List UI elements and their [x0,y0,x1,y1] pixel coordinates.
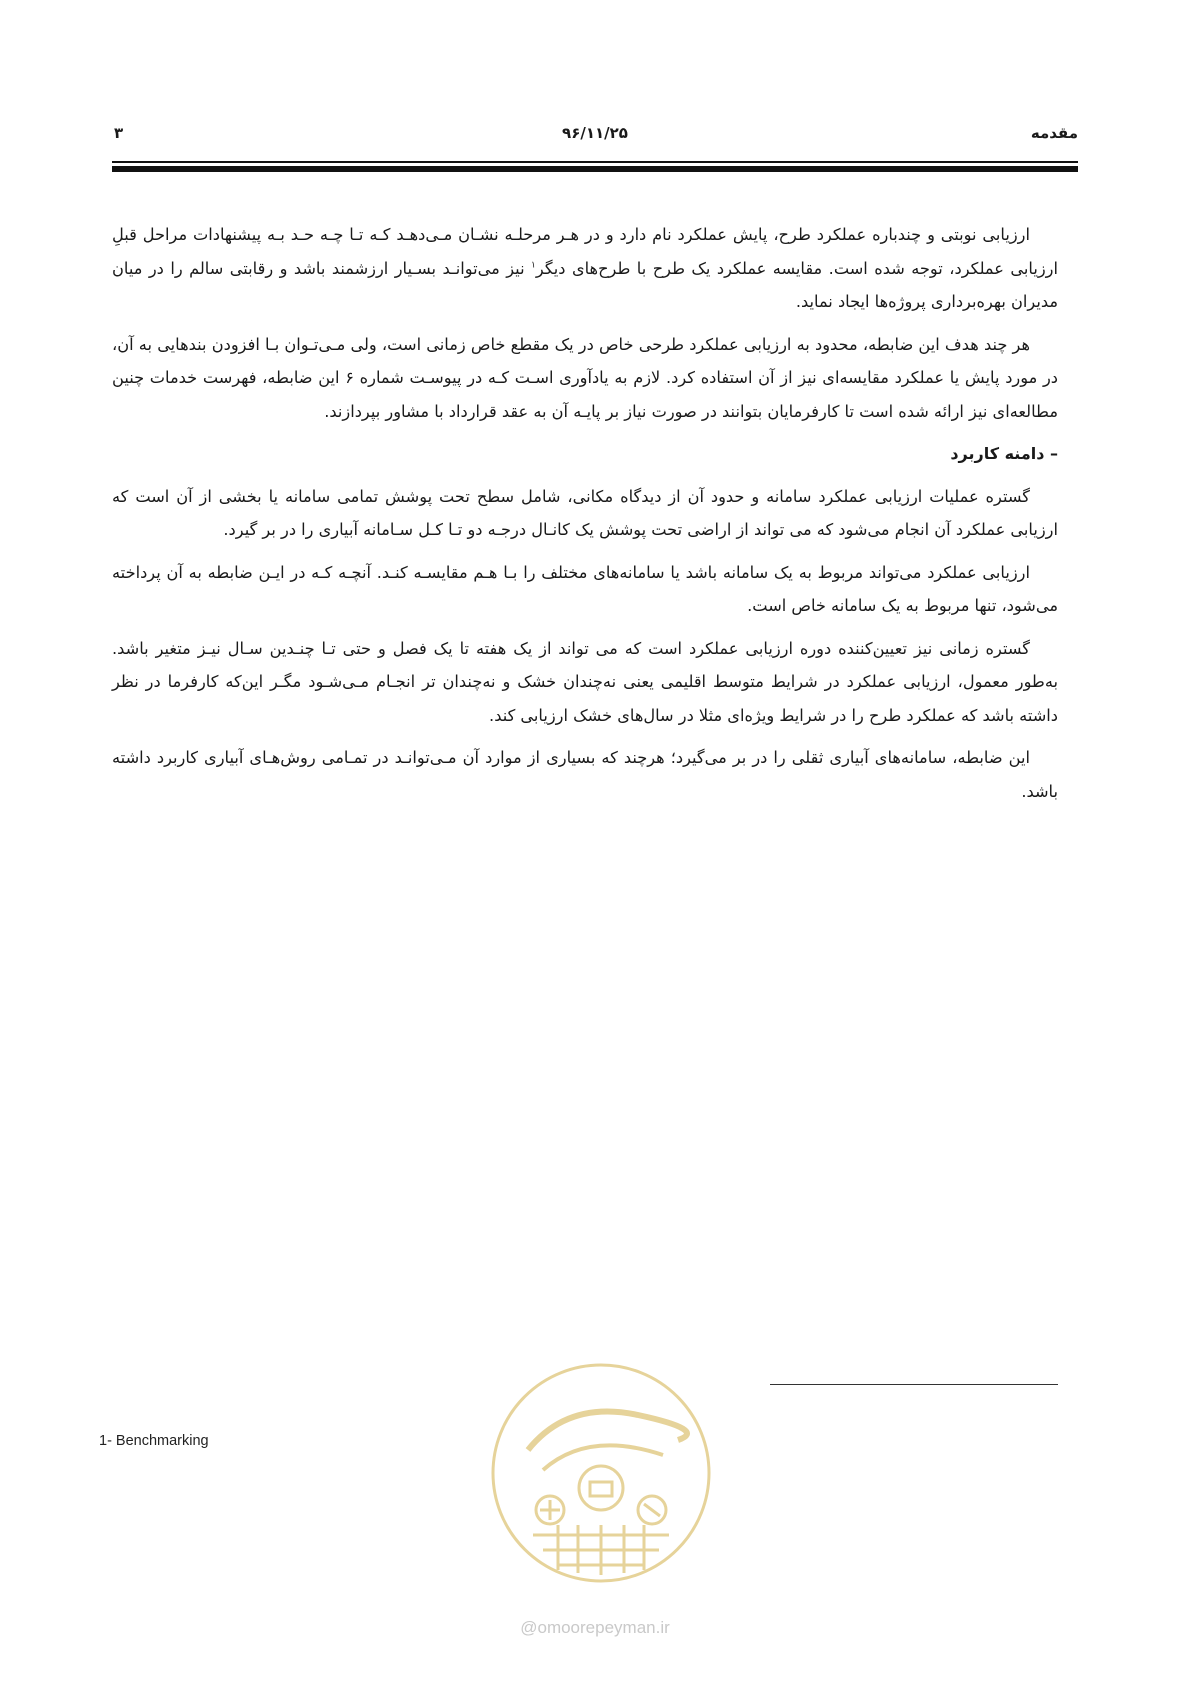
footnote-separator [770,1384,1058,1385]
scope-paragraph-4: این ضابطه، سامانه‌های آبیاری ثقلی را در بر می‌گیرد؛ هرچند که بسیاری از موارد آن مـی‌توانـد در تمـامی روش‌هـای آبیاری کاربرد داشته باشد. [112,748,1058,801]
intro-paragraph-2: هر چند هدف این ضابطه، محدود به ارزیابی عملکرد طرحی خاص در یک مقطع خاص زمانی است، ولی مـی‌تـوان بـا افزودن بندهایی به آن، در مورد پایش یا عملکرد مقایسه‌ای نیز از آن استفاده کرد. لازم به یادآوری اسـت کـه در پیوسـت شماره ۶ این ضابطه، فهرست خدمات چنین مطالعه‌ای نیز ارائه شده است تا کارفرمایان بتوانند در صورت نیاز بر پایـه آن به عقد قرارداد با مشاور بپردازند. [112,334,1058,421]
scope-paragraph-3: گستره زمانی نیز تعیین‌کننده دوره ارزیابی عملکرد است که می تواند از یک هفته تا یک فصل و حتی تـا چنـدین سـال نیـز متغیر باشد. به‌طور معمول، ارزیابی عملکرد در شرایط متوسط اقلیمی یعنی نه‌چندان خشک و نه‌چندان تر انجـام مـی‌شـود مگـر این‌که کارفرما در نظر داشته باشد که عملکرد طرح را در شرایط ویژه‌ای مثلا در سال‌های خشک ارزیابی کند. [112,638,1058,725]
watermark-logo-icon [488,1360,714,1586]
header-date: ۹۶/۱۱/۲۵ [562,124,628,142]
footnote-marker: ۱ [531,260,536,271]
scope-paragraph-1: گستره عملیات ارزیابی عملکرد سامانه و حدود آن از دیدگاه مکانی، شامل سطح تحت پوشش تمامی سامانه یا بخشی از آن است که ارزیابی عملکرد آن انجام می‌شود که می تواند از اراضی تحت پوشش یک کانـال درجـه دو تـا کـل سـامانه آبیاری را در بر گیرد. [112,486,1058,539]
page-header [112,124,1078,150]
scope-paragraph-2: ارزیابی عملکرد می‌تواند مربوط به یک سامانه باشد یا سامانه‌های مختلف را بـا هـم مقایسـه کنـد. آنچـه کـه در ایـن ضابطه به آن پرداخته می‌شود، تنها مربوط به یک سامانه خاص است. [112,562,1058,615]
header-section-title: مقدمه [1030,124,1078,142]
watermark-url: @omoorepeyman.ir [520,1618,670,1637]
intro-paragraph-1-text: ارزیابی نوبتی و چندباره عملکرد طرح، پایش عملکرد نام دارد و در هـر مرحلـه نشـان مـی‌دهـد کـه تـا چـه حـد بـه پیشنهادات مراحل قبلِ ارزیابی عملکرد، توجه شده است. مقایسه عملکرد یک طرح با طرح‌های دیگر [112,225,1058,278]
intro-paragraph-1 [112,218,1058,319]
page-body [112,218,1058,817]
header-rule-thick [112,166,1078,172]
intro-paragraph-1-cont: نیز می‌توانـد بسـیار ارزشمند باشد و رقابتی سالم را در میان مدیران بهره‌برداری پروژه‌ها ایجاد نماید. [112,258,1058,311]
footnote: 1- Benchmarking [99,1433,209,1449]
header-page-number: ۳ [114,124,124,142]
header-rule-thin [112,161,1078,163]
section-heading: – دامنه کاربرد [950,444,1058,463]
